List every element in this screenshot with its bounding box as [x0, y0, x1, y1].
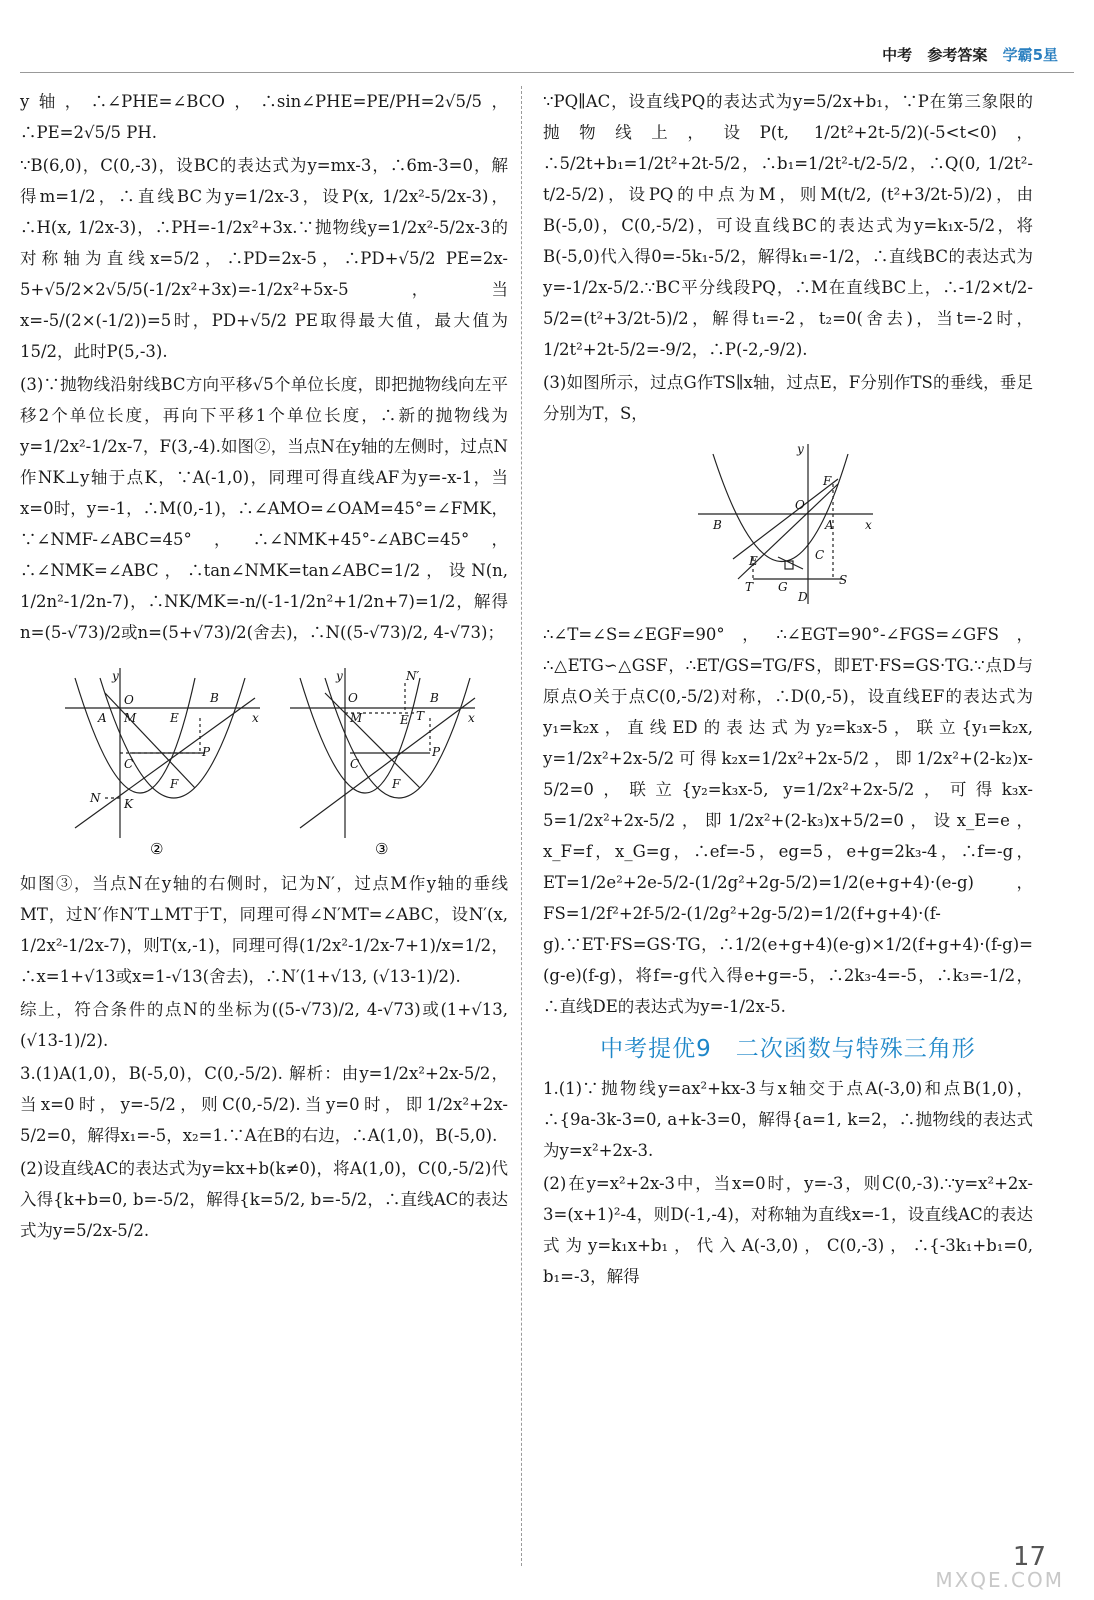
left-paragraph-7: (2)设直线AC的表达式为y=kx+b(k≠0)，将A(1,0)，C(0,-5/2)代入得{k+b=0, b=-5/2，解得{k=5/2, b=-5/2，∴直线AC的表达式为y=5/2x-5/2. — [20, 1159, 508, 1240]
fig2-label-p: P — [202, 745, 211, 759]
parabola-figures — [20, 658, 500, 858]
fig2-label-x: x — [252, 711, 259, 725]
header-brand-logo: 学霸5星 — [1002, 46, 1058, 64]
page-number: 17 — [1012, 1542, 1046, 1572]
header-labels — [872, 44, 1058, 65]
left-paragraph-2: ∵B(6,0)，C(0,-3)，设BC的表达式为y=mx-3，∴6m-3=0，解得m=1/2，∴直线BC为y=1/2x-3，设P(x, 1/2x²-5/2x-3)，∴H(x, 1/2x-3)，∴PH=-1/2x²+3x.∵抛物线y=1/2x²-5/2x-3的对称轴为直线x=5/2，∴PD=2x-5，∴PD+√5/2 PE=2x-5+√5/2×2√5/5(-1/2x²+3x)=-1/2x²+5x-5，当x=-5/(2×(-1/2))=5时，PD+√5/2 PE取得最大值，最大值为15/2，此时P(5,-3). — [20, 156, 508, 361]
fig3-label-t: T — [416, 709, 425, 723]
right-paragraph-2: (3)如图所示，过点G作TS∥x轴，过点E，F分别作TS的垂线，垂足分别为T，S， — [543, 373, 1033, 423]
left-paragraph-3: (3)∵抛物线沿射线BC方向平移√5个单位长度，即把抛物线向左平移2个单位长度，再向下平移1个单位长度，∴新的抛物线为y=1/2x²-1/2x-7，F(3,-4).如图②，当点N在y轴的左侧时，过点N作NK⊥y轴于点K，∵A(-1,0)，同理可得直线AF为y=-x-1，当x=0时，y=-1，∴M(0,-1)，∴∠AMO=∠OAM=45°=∠FMK，∵∠NMF-∠ABC=45°，∴∠NMK+45°-∠ABC=45°，∴∠NMK=∠ABC，∴tan∠NMK=tan∠ABC=1/2，设N(n, 1/2n²-1/2n-7)，∴NK/MK=-n/(-1-1/2n²+1/2n+7)=1/2，解得n=(5-√73)/2或n=(5+√73)/2(舍去)，∴N((5-√73)/2, 4-√73)； — [20, 375, 508, 642]
figr-label-d: D — [798, 590, 808, 604]
figr-label-x: x — [865, 518, 872, 532]
header-answer-label: 参考答案 — [927, 46, 988, 64]
figr-label-o: O — [795, 498, 805, 512]
header-rule — [20, 72, 1074, 73]
figr-label-c: C — [815, 548, 825, 562]
fig2-label-m: M — [124, 711, 137, 725]
page-header — [0, 0, 1094, 80]
figure-right — [693, 439, 1033, 609]
figr-label-y: y — [797, 442, 804, 456]
fig2-label-a: A — [98, 711, 107, 725]
left-paragraph-4: 如图③，当点N在y轴的右侧时，记为N′，过点M作y轴的垂线MT，过N′作N′T⊥MT于T，同理可得∠N′MT=∠ABC，设N′(x, 1/2x²-1/2x-7)，则T(x,-1)，同理可得(1/2x²-1/2x-7+1)/x=1/2，∴x=1+√13或x=1-√13(舍去)，∴N′(1+√13, (√13-1)/2). — [20, 874, 508, 986]
fig2-label-o: O — [124, 693, 134, 707]
left-paragraph-5: 综上，符合条件的点N的坐标为((5-√73)/2, 4-√73)或(1+√13, (√13-1)/2). — [20, 1000, 508, 1050]
right-paragraph-4: 1.(1)∵抛物线y=ax²+kx-3与x轴交于点A(-3,0)和点B(1,0)，∴{9a-3k-3=0, a+k-3=0，解得{a=1, k=2，∴抛物线的表达式为y=x²+2x-3. — [543, 1079, 1033, 1160]
parabola-figure-right — [693, 439, 883, 609]
header-exam-label: 中考 — [882, 46, 913, 64]
section-title: 中考提优9 二次函数与特殊三角形 — [600, 1036, 976, 1062]
figure-2-caption: ② — [150, 840, 164, 858]
fig3-label-p: P — [432, 745, 441, 759]
figure-3-caption: ③ — [375, 840, 389, 858]
fig3-label-x: x — [468, 711, 475, 725]
fig3-label-e: E — [400, 713, 409, 727]
right-paragraph-5: (2)在y=x²+2x-3中，当x=0时，y=-3，则C(0,-3).∵y=x²+2x-3=(x+1)²-4，则D(-1,-4)，对称轴为直线x=-1，设直线AC的表达式为y=k₁x+b₁，代入A(-3,0)，C(0,-3)，∴{-3k₁+b₁=0, b₁=-3，解得 — [543, 1174, 1033, 1286]
fig2-label-c: C — [124, 757, 134, 771]
left-paragraph-6: 3.(1)A(1,0)，B(-5,0)，C(0,-5/2). 解析：由y=1/2x²+2x-5/2，当x=0时，y=-5/2，则C(0,-5/2).当y=0时，即1/2x²+2x-5/2=0，解得x₁=-5，x₂=1.∵A在B的右边，∴A(1,0)，B(-5,0). — [20, 1064, 508, 1145]
figr-label-e: E — [749, 554, 758, 568]
fig2-label-f: F — [170, 777, 179, 791]
right-paragraph-1: ∵PQ∥AC，设直线PQ的表达式为y=5/2x+b₁，∵P在第三象限的抛物线上，设P(t, 1/2t²+2t-5/2)(-5<t<0)，∴5/2t+b₁=1/2t²+2t-5/2，∴b₁=1/2t²-t/2-5/2，∴Q(0, 1/2t²-t/2-5/2)，设PQ的中点为M，则M(t/2, (t²+3/2t-5)/2)，由B(-5,0)，C(0,-5/2)，可设直线BC的表达式为y=k₁x-5/2，将B(-5,0)代入得0=-5k₁-5/2，解得k₁=-1/2，∴直线BC的表达式为y=-1/2x-5/2.∵BC平分线段PQ，∴M在直线BC上，∴-1/2×t/2-5/2=(t²+3/2t-5)/2，解得t₁=-2，t₂=0(舍去)，当t=-2时，1/2t²+2t-5/2=-9/2，∴P(-2,-9/2). — [543, 92, 1033, 359]
figures-2-3 — [20, 658, 508, 858]
left-paragraph-1: y轴，∴∠PHE=∠BCO，∴sin∠PHE=PE/PH=2√5/5，∴PE=2√5/5 PH. — [20, 92, 508, 142]
right-paragraph-3: ∴∠T=∠S=∠EGF=90°，∴∠EGT=90°-∠FGS=∠GFS，∴△ETG∽△GSF，∴ET/GS=TG/FS，即ET·FS=GS·TG.∵点D与原点O关于点C(0,-5/2)对称，∴D(0,-5)，设直线EF的表达式为y₁=k₂x，直线ED的表达式为y₂=k₃x-5，联立{y₁=k₂x, y=1/2x²+2x-5/2可得k₂x=1/2x²+2x-5/2，即1/2x²+(2-k₂)x-5/2=0，联立{y₂=k₃x-5, y=1/2x²+2x-5/2，可得k₃x-5=1/2x²+2x-5/2，即1/2x²+(2-k₃)x+5/2=0，设x_E=e，x_F=f，x_G=g，∴ef=-5，eg=5，e+g=2k₃-4，∴f=-g，ET=1/2e²+2e-5/2-(1/2g²+2g-5/2)=1/2(e+g+4)·(e-g)，FS=1/2f²+2f-5/2-(1/2g²+2g-5/2)=1/2(f+g+4)·(f-g).∵ET·FS=GS·TG，∴1/2(e+g+4)(e-g)×1/2(f+g+4)·(f-g)=(g-e)(f-g)，将f=-g代入得e+g=-5，∴2k₃-4=-5，∴k₃=-1/2，∴直线DE的表达式为y=-1/2x-5. — [543, 625, 1033, 1016]
figr-label-f: F — [823, 474, 832, 488]
figure-2 — [65, 668, 260, 838]
figr-label-t: T — [745, 580, 754, 594]
fig3-label-o: O — [348, 691, 358, 705]
fig2-label-n: N — [90, 791, 101, 805]
fig2-label-b: B — [210, 691, 219, 705]
fig2-label-y: y — [112, 669, 119, 683]
figr-label-g: G — [778, 580, 788, 594]
fig3-label-b: B — [430, 691, 439, 705]
figr-label-a: A — [825, 518, 834, 532]
fig3-label-n-prime: N′ — [406, 669, 420, 683]
fig3-label-c: C — [350, 757, 360, 771]
fig3-label-m: M — [350, 711, 363, 725]
fig3-label-y: y — [336, 669, 343, 683]
left-column — [20, 86, 508, 1248]
column-divider — [521, 86, 522, 1566]
figr-label-s: S — [839, 573, 848, 587]
right-column — [543, 86, 1033, 1294]
fig2-label-k: K — [124, 797, 133, 811]
figure-3 — [290, 668, 475, 838]
fig3-label-f: F — [392, 777, 401, 791]
figr-label-b: B — [713, 518, 722, 532]
watermark-logo: MXQE.COM — [935, 1568, 1064, 1592]
fig2-label-e: E — [170, 711, 179, 725]
